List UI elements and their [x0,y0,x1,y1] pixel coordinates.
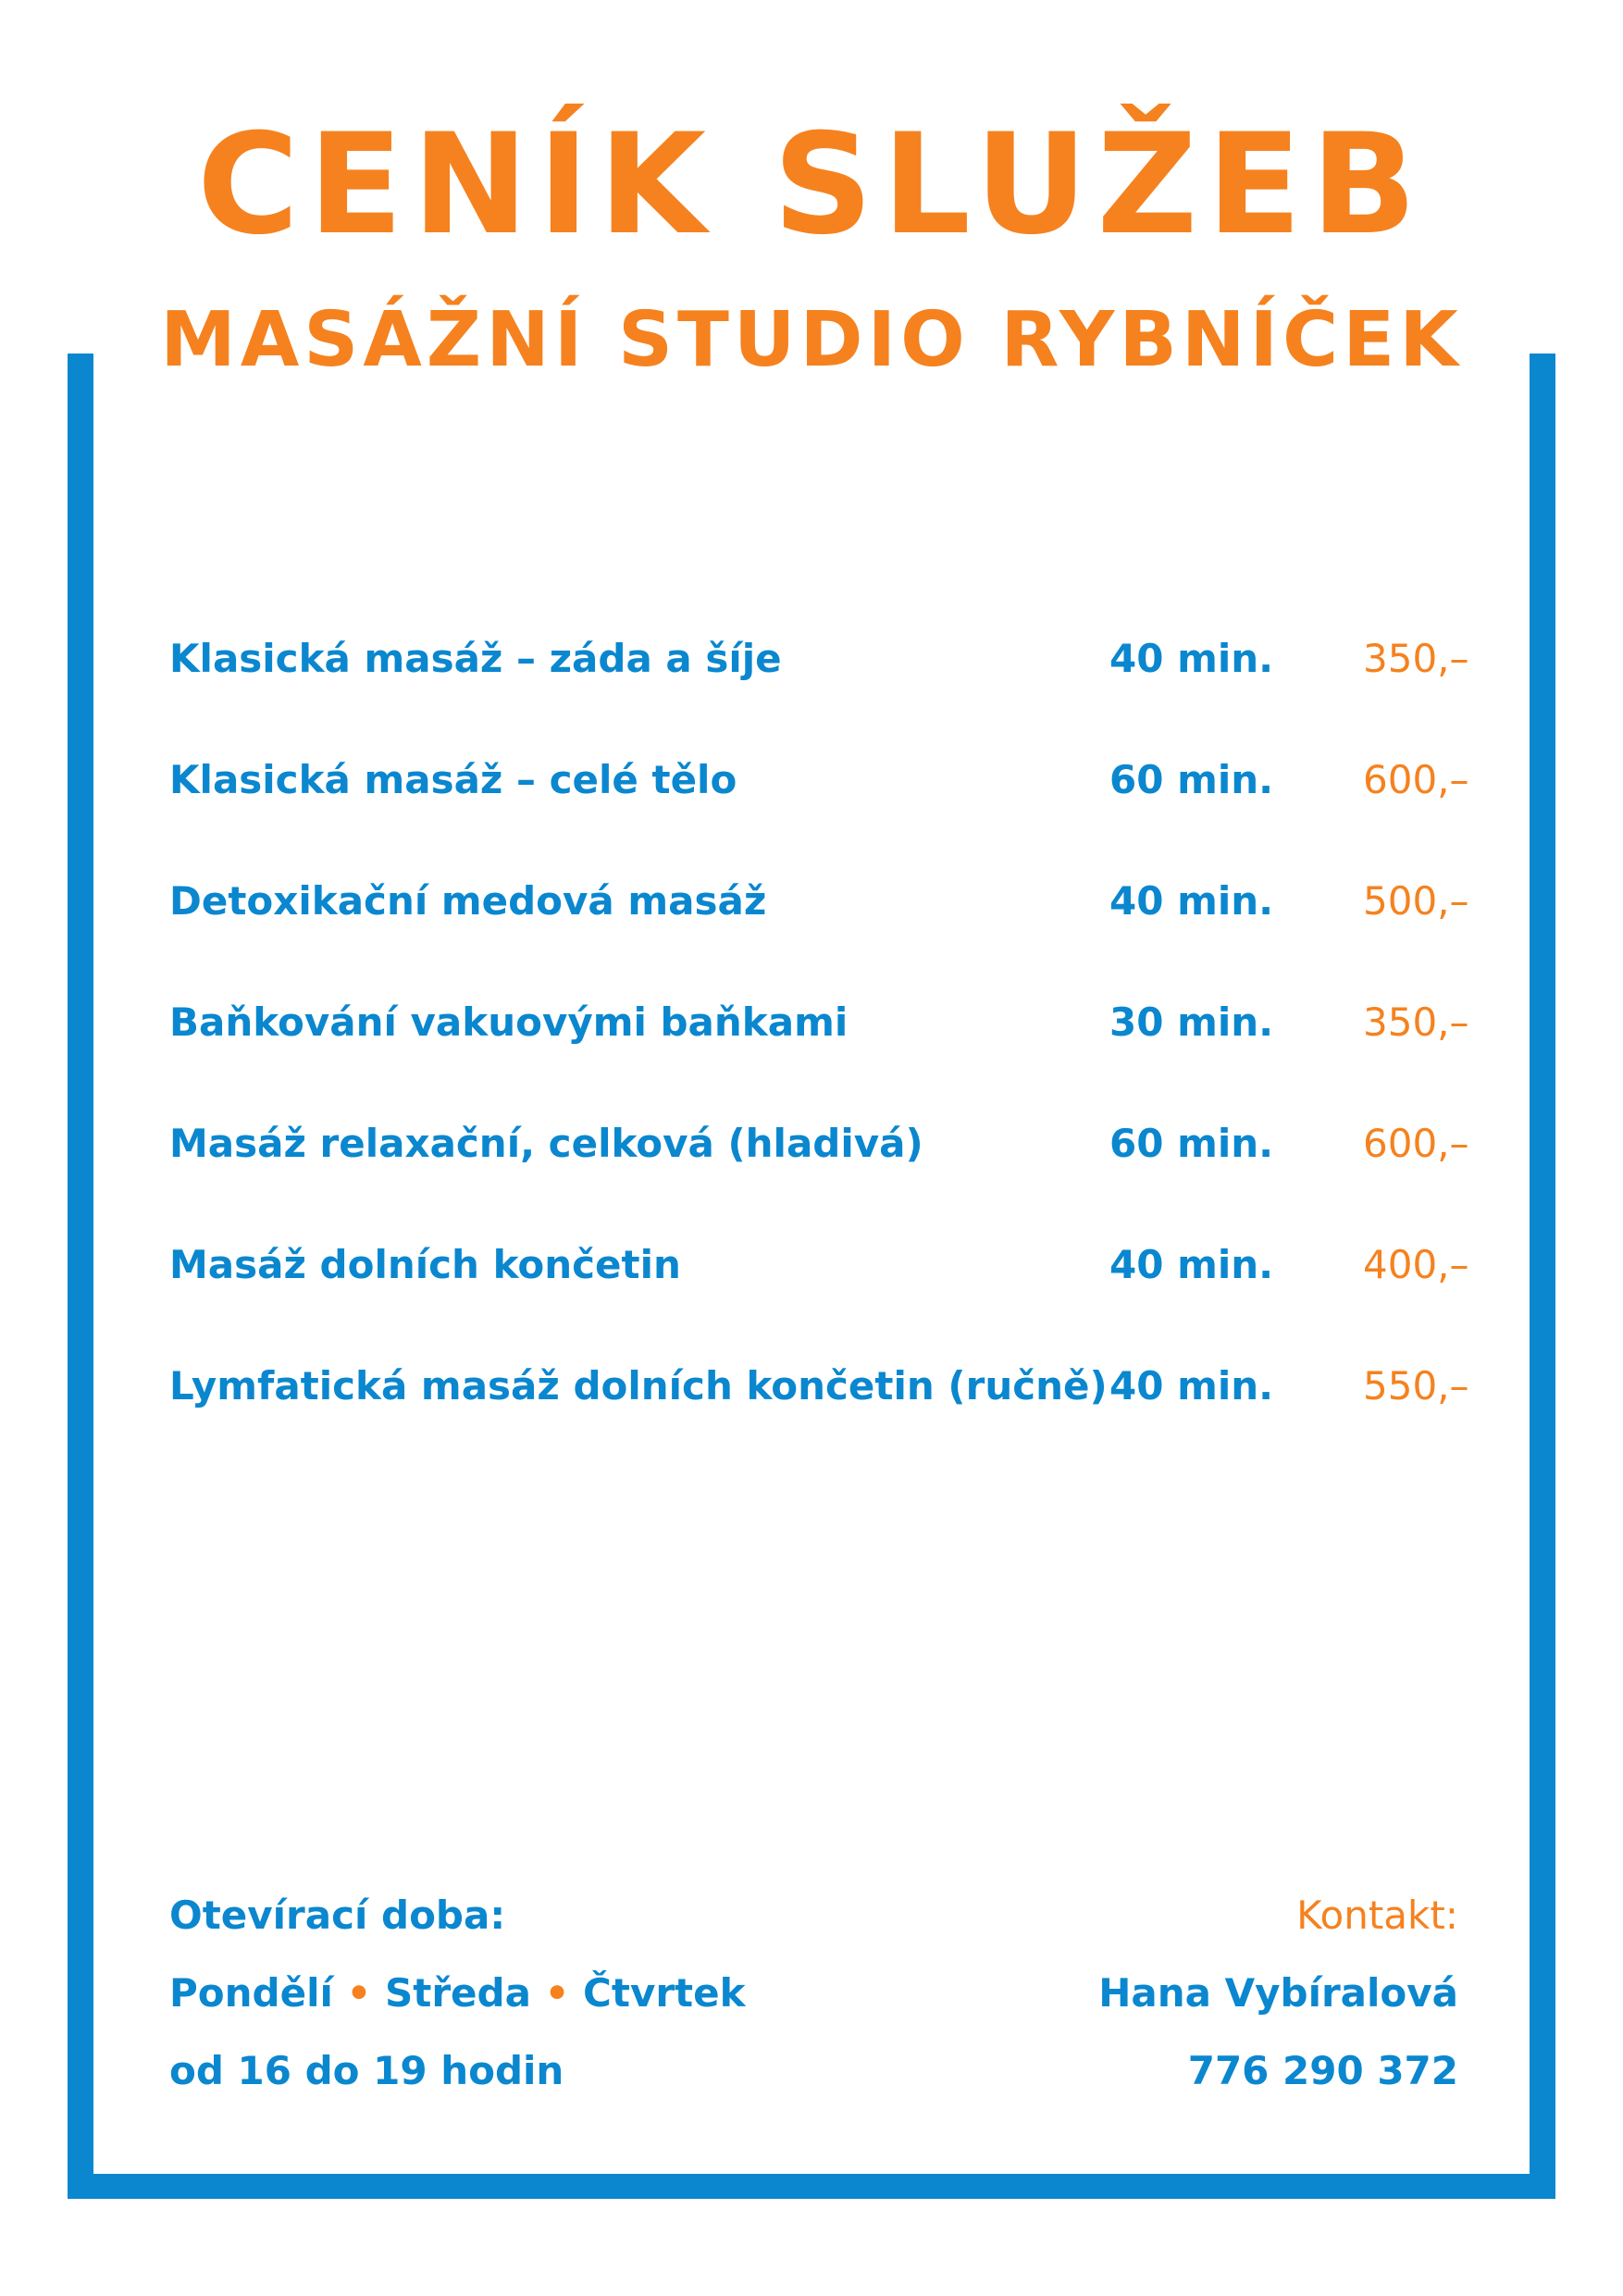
service-name: Masáž relaxační, celková (hladivá) [169,1121,923,1166]
day-monday: Pondělí [169,1970,333,2016]
service-row [169,622,1483,743]
service-row [169,1349,1483,1471]
service-price: 600,– [1363,757,1469,802]
service-row [169,743,1483,864]
frame-right-border [1530,354,1555,2199]
service-row [169,986,1483,1107]
service-price: 350,– [1363,636,1469,681]
bullet-separator: • [346,1970,372,2016]
service-price: 350,– [1363,999,1469,1045]
opening-hours-label: Otevírací doba: [169,1893,506,1938]
service-duration: 30 min. [1109,999,1274,1045]
frame-left-border [68,354,93,2199]
service-duration: 40 min. [1109,1363,1274,1409]
service-name: Lymfatická masáž dolních končetin (ručně) [169,1363,1108,1409]
service-name: Masáž dolních končetin [169,1242,681,1287]
page-title: CENÍK SLUŽEB [197,105,1426,266]
page-subtitle: MASÁŽNÍ STUDIO RYBNÍČEK [160,296,1463,384]
frame-bottom-border [68,2174,1555,2199]
opening-time: od 16 do 19 hodin [169,2048,564,2093]
service-price: 550,– [1363,1363,1469,1409]
bullet-separator: • [544,1970,570,2016]
service-name: Detoxikační medová masáž [169,878,767,924]
service-name: Klasická masáž – záda a šíje [169,636,782,681]
service-duration: 40 min. [1109,636,1274,681]
opening-days [169,1955,746,2032]
day-thursday: Čtvrtek [583,1970,746,2016]
contact-name: Hana Vybíralová [1098,1970,1458,2016]
contact-phone: 776 290 372 [1187,2048,1458,2093]
price-list [169,622,1483,1471]
service-name: Klasická masáž – celé tělo [169,757,737,802]
service-price: 600,– [1363,1121,1469,1166]
day-wednesday: Středa [385,1970,531,2016]
service-price: 500,– [1363,878,1469,924]
service-duration: 60 min. [1109,1121,1274,1166]
service-price: 400,– [1363,1242,1469,1287]
service-row [169,1228,1483,1349]
service-duration: 60 min. [1109,757,1274,802]
service-name: Baňkování vakuovými baňkami [169,999,849,1045]
contact-label: Kontakt: [1296,1893,1458,1938]
service-row [169,1107,1483,1228]
service-row [169,864,1483,986]
service-duration: 40 min. [1109,878,1274,924]
opening-hours [169,1877,746,2110]
service-duration: 40 min. [1109,1242,1274,1287]
contact-block [1098,1877,1458,2110]
